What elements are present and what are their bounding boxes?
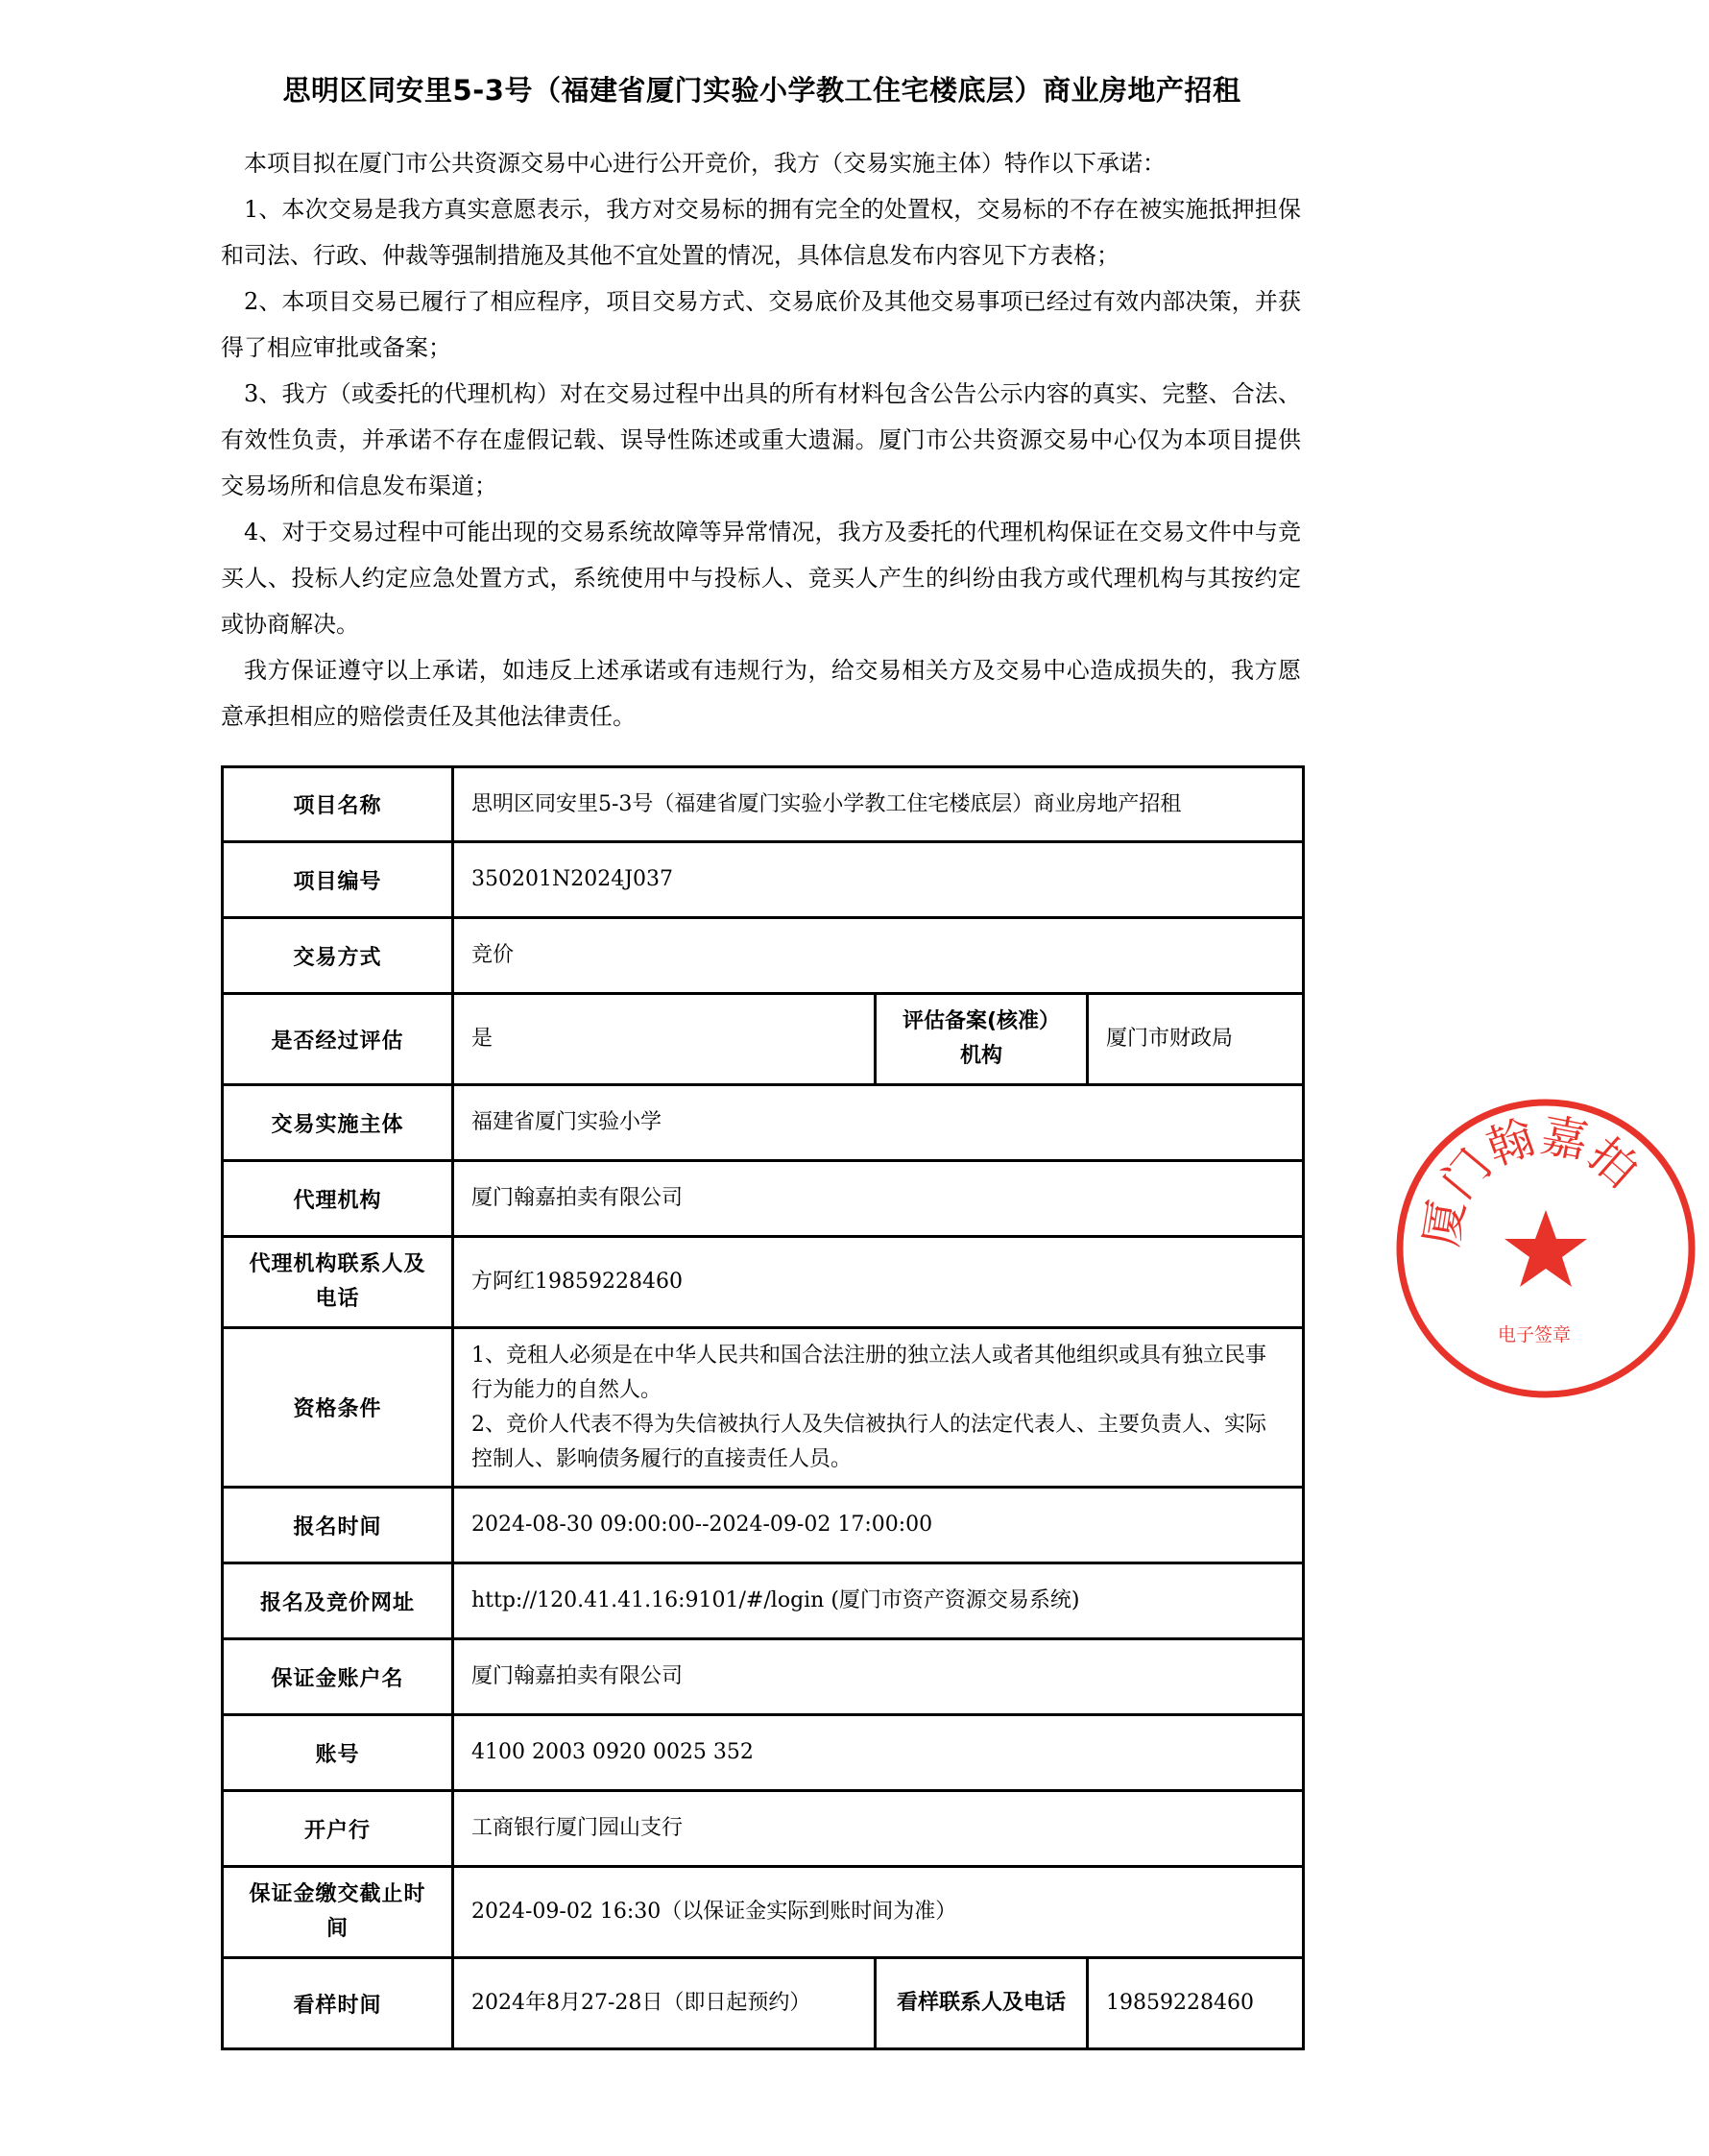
agent-contact-value: 方阿红19859228460 xyxy=(453,1237,1304,1328)
viewing-contact-label: 看样联系人及电话 xyxy=(876,1958,1088,2049)
assessment-agency-label: 评估备案(核准）机构 xyxy=(876,994,1088,1085)
table-row xyxy=(223,842,1304,918)
commitment-item-4: 4、对于交易过程中可能出现的交易系统故障等异常情况，我方及委托的代理机构保证在交易文件中与竞买人、投标人约定应急处置方式，系统使用中与投标人、竞买人产生的纠纷由我方或代理机构与其按约定或协商解决。 xyxy=(221,519,1301,638)
deposit-account-name-label: 保证金账户名 xyxy=(223,1639,453,1715)
table-row xyxy=(223,1867,1304,1958)
project-no-label: 项目编号 xyxy=(223,842,453,918)
deposit-deadline-label: 保证金缴交截止时间 xyxy=(223,1867,453,1958)
table-row xyxy=(223,1237,1304,1328)
guarantee-paragraph: 我方保证遵守以上承诺，如违反上述承诺或有违规行为，给交易相关方及交易中心造成损失的，我方愿意承担相应的赔偿责任及其他法律责任。 xyxy=(221,657,1301,730)
bank-value: 工商银行厦门园山支行 xyxy=(453,1791,1304,1867)
qualification-item-1: 1、竞租人必须是在中华人民共和国合法注册的独立法人或者其他组织或具有独立民事行为能力的自然人。 xyxy=(471,1343,1266,1402)
qualification-label: 资格条件 xyxy=(223,1328,453,1488)
viewing-contact-value: 19859228460 xyxy=(1088,1958,1304,2049)
commitment-text xyxy=(221,140,1301,739)
signup-time-value: 2024-08-30 09:00:00--2024-09-02 17:00:00 xyxy=(453,1488,1304,1563)
signup-url-value: http://120.41.41.16:9101/#/login (厦门市资产资源交易系统) xyxy=(453,1563,1304,1639)
viewing-time-label: 看样时间 xyxy=(223,1958,453,2049)
project-name-value: 思明区同安里5-3号（福建省厦门实验小学教工住宅楼底层）商业房地产招租 xyxy=(453,767,1304,842)
seal-footer-text: 电子签章 xyxy=(1498,1324,1572,1345)
table-row xyxy=(223,1161,1304,1237)
signup-url-label: 报名及竞价网址 xyxy=(223,1563,453,1639)
project-name-label: 项目名称 xyxy=(223,767,453,842)
deposit-account-name-value: 厦门翰嘉拍卖有限公司 xyxy=(453,1639,1304,1715)
table-row xyxy=(223,1958,1304,2049)
implementer-label: 交易实施主体 xyxy=(223,1085,453,1161)
table-row xyxy=(223,767,1304,842)
table-row xyxy=(223,1085,1304,1161)
commitment-item-1: 1、本次交易是我方真实意愿表示，我方对交易标的拥有完全的处置权，交易标的不存在被实施抵押担保和司法、行政、仲裁等强制措施及其他不宜处置的情况，具体信息发布内容见下方表格； xyxy=(221,196,1301,269)
table-row xyxy=(223,1328,1304,1488)
table-row xyxy=(223,994,1304,1085)
deposit-deadline-value: 2024-09-02 16:30（以保证金实际到账时间为准） xyxy=(453,1867,1304,1958)
trade-method-label: 交易方式 xyxy=(223,918,453,994)
assessed-label: 是否经过评估 xyxy=(223,994,453,1085)
account-no-label: 账号 xyxy=(223,1715,453,1791)
trade-method-value: 竞价 xyxy=(453,918,1304,994)
table-row xyxy=(223,1563,1304,1639)
assessment-agency-value: 厦门市财政局 xyxy=(1088,994,1304,1085)
viewing-time-value: 2024年8月27-28日（即日起预约） xyxy=(453,1958,876,2049)
seal-text: 厦门翰嘉拍 xyxy=(1414,1108,1649,1250)
table-row xyxy=(223,1791,1304,1867)
page-title: 思明区同安里5-3号（福建省厦门实验小学教工住宅楼底层）商业房地产招租 xyxy=(282,74,1241,107)
table-row xyxy=(223,1488,1304,1563)
implementer-value: 福建省厦门实验小学 xyxy=(453,1085,1304,1161)
company-seal xyxy=(1383,1085,1709,1412)
qualification-item-2: 2、竞价人代表不得为失信被执行人及失信被执行人的法定代表人、主要负责人、实际控制人、影响债务履行的直接责任人员。 xyxy=(471,1412,1266,1471)
signup-time-label: 报名时间 xyxy=(223,1488,453,1563)
project-info-table xyxy=(221,765,1305,2050)
intro-paragraph: 本项目拟在厦门市公共资源交易中心进行公开竞价，我方（交易实施主体）特作以下承诺： xyxy=(244,150,1166,177)
table-row xyxy=(223,1639,1304,1715)
table-row xyxy=(223,1715,1304,1791)
account-no-value: 4100 2003 0920 0025 352 xyxy=(453,1715,1304,1791)
assessed-value: 是 xyxy=(453,994,876,1085)
agent-contact-label: 代理机构联系人及电话 xyxy=(223,1237,453,1328)
project-no-value: 350201N2024J037 xyxy=(453,842,1304,918)
seal-star-icon xyxy=(1504,1210,1587,1287)
table-row xyxy=(223,918,1304,994)
bank-label: 开户行 xyxy=(223,1791,453,1867)
commitment-item-2: 2、本项目交易已履行了相应程序，项目交易方式、交易底价及其他交易事项已经过有效内部决策，并获得了相应审批或备案； xyxy=(221,288,1301,361)
qualification-value xyxy=(453,1328,1304,1488)
agent-value: 厦门翰嘉拍卖有限公司 xyxy=(453,1161,1304,1237)
agent-label: 代理机构 xyxy=(223,1161,453,1237)
commitment-item-3: 3、我方（或委托的代理机构）对在交易过程中出具的所有材料包含公告公示内容的真实、完整、合法、有效性负责，并承诺不存在虚假记载、误导性陈述或重大遗漏。厦门市公共资源交易中心仅为本项目提供交易场所和信息发布渠道； xyxy=(221,380,1301,499)
